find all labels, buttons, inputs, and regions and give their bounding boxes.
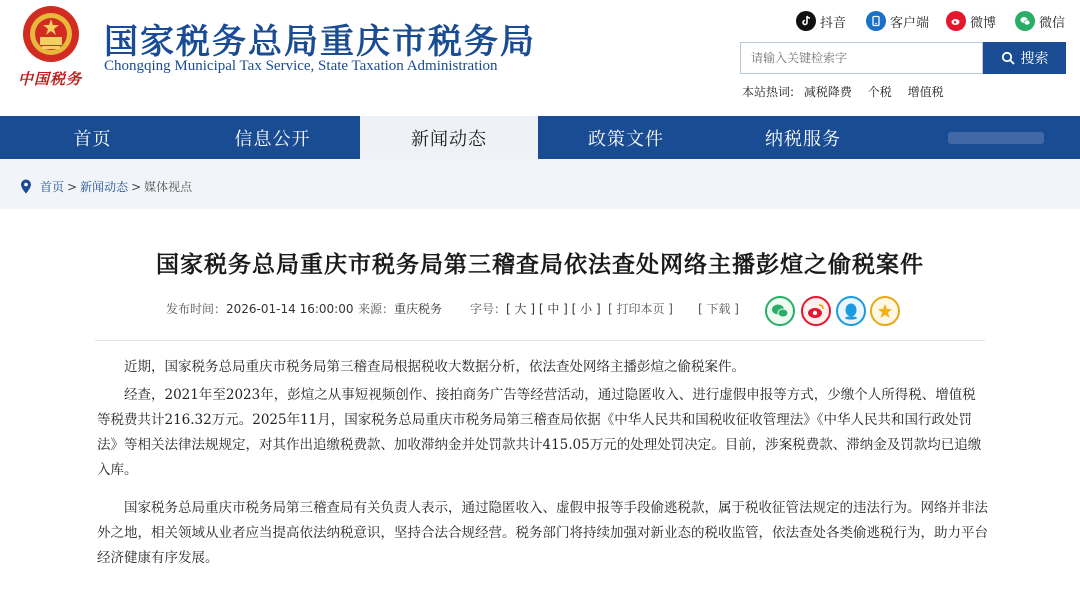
breadcrumb (20, 178, 192, 195)
breadcrumb-current: 媒体视点 (144, 180, 193, 194)
download-link[interactable]: [ 下载 ] (698, 302, 739, 316)
search-input[interactable] (740, 42, 983, 74)
social-client-link[interactable] (866, 10, 929, 32)
hotword-link[interactable]: 增值税 (907, 85, 944, 99)
hotwords-label: 本站热词: (742, 85, 795, 99)
article-source (358, 300, 442, 317)
national-emblem-logo (20, 4, 82, 64)
publish-date (166, 300, 353, 317)
print-link[interactable]: [ 打印本页 ] (608, 302, 673, 316)
qq-icon (843, 302, 859, 320)
site-title[interactable]: 国家税务总局重庆市税务局 (104, 22, 536, 62)
weibo-icon (807, 303, 825, 319)
social-client-label: 客户端 (890, 15, 930, 31)
nav-item-policy[interactable]: 政策文件 (588, 128, 664, 150)
hotword-link[interactable]: 减税降费 (803, 85, 852, 99)
social-wechat-link[interactable] (1015, 10, 1065, 32)
search-icon (1001, 51, 1015, 65)
emblem-caption: 中国税务 (18, 70, 83, 88)
publish-date-label: 发布时间： (166, 302, 227, 316)
breadcrumb-separator: > (131, 179, 142, 194)
share-wechat-button[interactable] (765, 296, 795, 326)
nav-item-news[interactable]: 新闻动态 (360, 116, 538, 159)
source-value: 重庆税务 (394, 302, 443, 316)
meta-divider (95, 340, 985, 341)
article-paragraph: 国家税务总局重庆市税务局第三稽查局有关负责人表示，通过隐匿收入、虚假申报等手段偷逃税款，属于税收征管法规定的违法行为。网络并非法外之地，相关领域从业者应当提高依法纳税意识，坚持合法合规经营。税务部门将持续加强对新业态的税收监管，依法查处各类偷逃税行为，助力平台经济健康有序发展。 (97, 500, 988, 566)
font-size-options[interactable]: [ 大 ] [ 中 ] [ 小 ] (506, 302, 601, 316)
font-size-control (470, 300, 601, 317)
site-header (0, 0, 1080, 116)
article-paragraph: 近期，国家税务总局重庆市税务局第三稽查局根据税收大数据分析，依法查处网络主播彭煊之偷税案件。 (124, 359, 745, 375)
weibo-icon (946, 11, 966, 31)
client-icon (866, 11, 886, 31)
main-nav (0, 116, 1080, 159)
breadcrumb-separator: > (67, 179, 78, 194)
share-qzone-button[interactable] (870, 296, 900, 326)
source-label: 来源： (358, 302, 395, 316)
nav-item-home[interactable]: 首页 (73, 128, 112, 150)
breadcrumb-section[interactable]: 新闻动态 (80, 180, 129, 194)
wechat-icon (771, 303, 789, 319)
social-weibo-label: 微博 (970, 15, 997, 31)
hotword-link[interactable]: 个税 (867, 85, 892, 99)
nav-blurred-item (948, 132, 1044, 144)
search-button-label: 搜索 (1020, 51, 1049, 67)
share-qq-button[interactable] (836, 296, 866, 326)
article-title: 国家税务总局重庆市税务局第三稽查局依法查处网络主播彭煊之偷税案件 (156, 252, 924, 278)
social-wechat-label: 微信 (1039, 15, 1066, 31)
social-weibo-link[interactable] (946, 10, 996, 32)
font-size-label: 字号： (470, 302, 507, 316)
wechat-icon (1015, 11, 1035, 31)
star-icon (877, 303, 893, 319)
breadcrumb-home[interactable]: 首页 (40, 180, 65, 194)
nav-item-info-disclosure[interactable]: 信息公开 (234, 128, 311, 150)
article-paragraph: 经查，2021年至2023年，彭煊之从事短视频创作、接拍商务广告等经营活动，通过隐匿收入、进行虚假申报等方式，少缴个人所得税、增值税等税费共计216.32万元。2025年11月，国家税务总局重庆市税务局第三稽查局依据《中华人民共和国税收征收管理法》《中华人民共和国行政处罚法》等相关法律法规规定，对其作出追缴税费款、加收滞纳金并处罚款共计415.05万元的处理处罚决定。目前，涉案税费款、滞纳金及罚款均已追缴入库。 (97, 387, 982, 478)
nav-item-tax-service[interactable]: 纳税服务 (765, 128, 841, 150)
social-douyin-label: 抖音 (820, 15, 847, 31)
share-weibo-button[interactable] (801, 296, 831, 326)
site-subtitle: Chongqing Municipal Tax Service, State Taxation Administration (104, 58, 498, 74)
hotwords (742, 83, 956, 100)
search-button[interactable] (983, 42, 1066, 74)
publish-date-value: 2026-01-14 16:00:00 (226, 302, 354, 316)
douyin-icon (796, 11, 816, 31)
location-pin-icon (20, 179, 32, 194)
social-douyin-link[interactable] (796, 10, 846, 32)
